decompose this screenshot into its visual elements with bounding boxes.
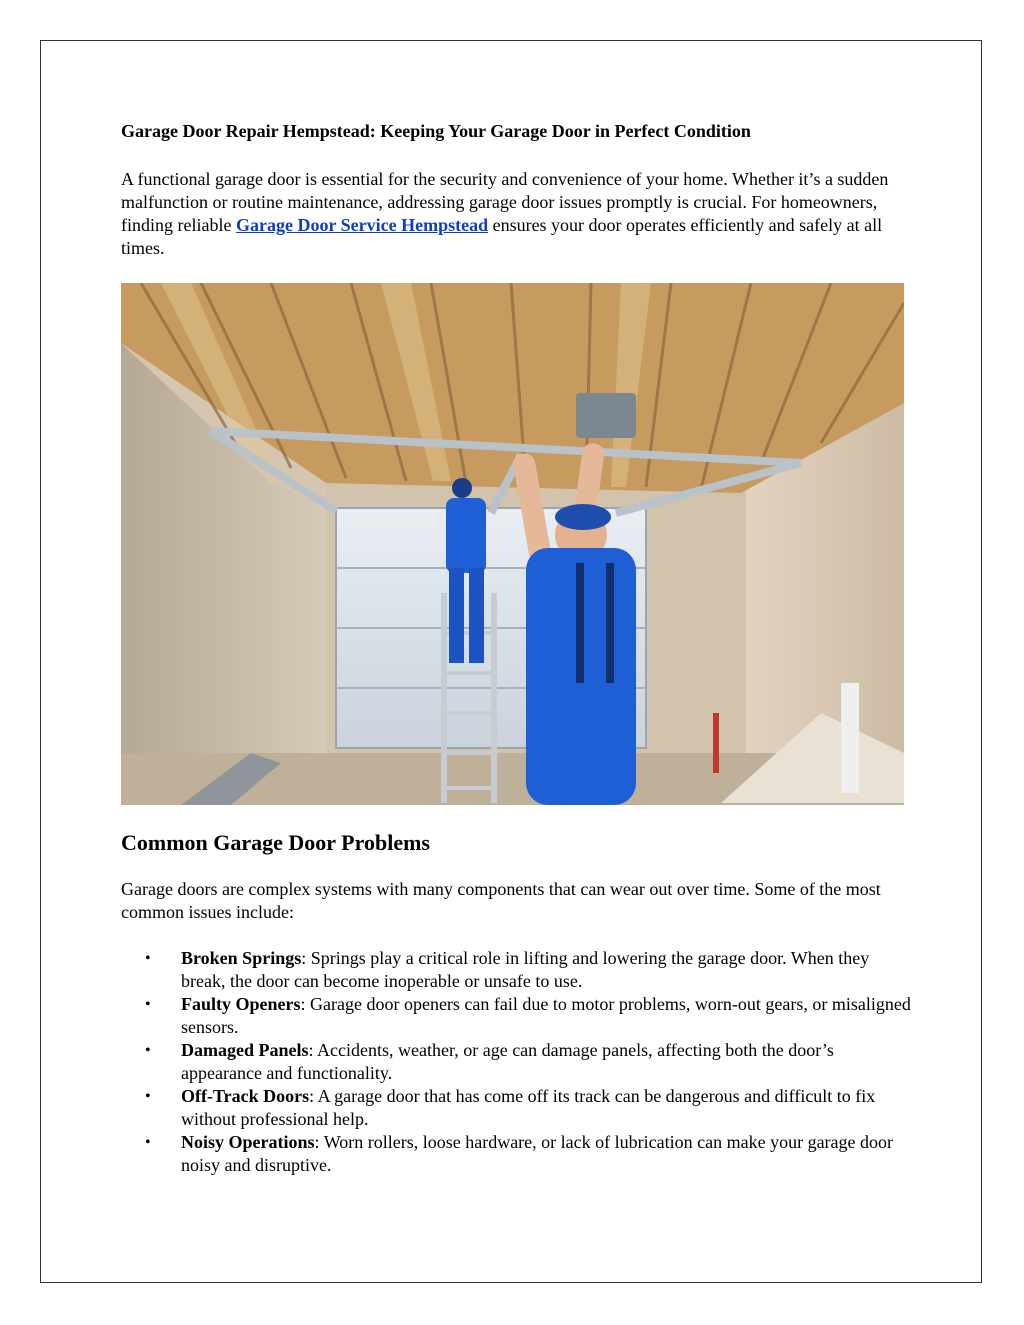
- bullet-icon: •: [145, 996, 151, 1013]
- intro-paragraph: [121, 168, 911, 260]
- problem-term: Off-Track Doors: [181, 1086, 310, 1106]
- problem-term: Damaged Panels: [181, 1040, 309, 1060]
- intro-block: [121, 120, 911, 260]
- problem-description: : Worn rollers, loose hardware, or lack of lubrication can make your garage door noisy and disruptive.: [181, 1132, 894, 1175]
- intro-text-start: A functional garage door is essential for the security and convenience of your home. Whether it’s a sudden malfunction or routine maintenance, addressing garage door issues promptly is crucial. For homeowners, finding reliable: [121, 169, 889, 235]
- bullet-icon: •: [145, 950, 151, 967]
- problem-description: : Springs play a critical role in lifting and lowering the garage door. When they break, the door can become inoperable or unsafe to use.: [181, 948, 870, 991]
- problem-description: : A garage door that has come off its track can be dangerous and difficult to fix without professional help.: [181, 1086, 876, 1129]
- garage-door-service-link[interactable]: Garage Door Service Hempstead: [235, 215, 489, 235]
- list-item: [121, 993, 911, 1039]
- bullet-icon: •: [145, 1088, 151, 1105]
- intro-text-end: ensures your door operates efficiently and safely at all times.: [121, 215, 883, 258]
- bullet-icon: •: [145, 1042, 151, 1059]
- section-intro: Garage doors are complex systems with many components that can wear out over time. Some of the most common issues include:: [121, 879, 881, 922]
- problem-description: : Accidents, weather, or age can damage panels, affecting both the door’s appearance and functionality.: [181, 1040, 834, 1083]
- problem-description: : Garage door openers can fail due to motor problems, worn-out gears, or misaligned sensors.: [181, 994, 911, 1037]
- problem-term: Broken Springs: [181, 948, 302, 968]
- problem-term: Noisy Operations: [181, 1132, 315, 1152]
- problem-list: [121, 947, 911, 1177]
- problem-term: Faulty Openers: [181, 994, 301, 1014]
- bullet-icon: •: [145, 1134, 151, 1151]
- list-item: [121, 1039, 911, 1085]
- document-title: Garage Door Repair Hempstead: Keeping Your Garage Door in Perfect Condition: [121, 121, 751, 141]
- list-item: [121, 1131, 911, 1177]
- garage-repair-photo: [121, 283, 904, 805]
- section-heading: Common Garage Door Problems: [121, 830, 430, 855]
- list-item: [121, 1085, 911, 1131]
- list-item: [121, 947, 911, 993]
